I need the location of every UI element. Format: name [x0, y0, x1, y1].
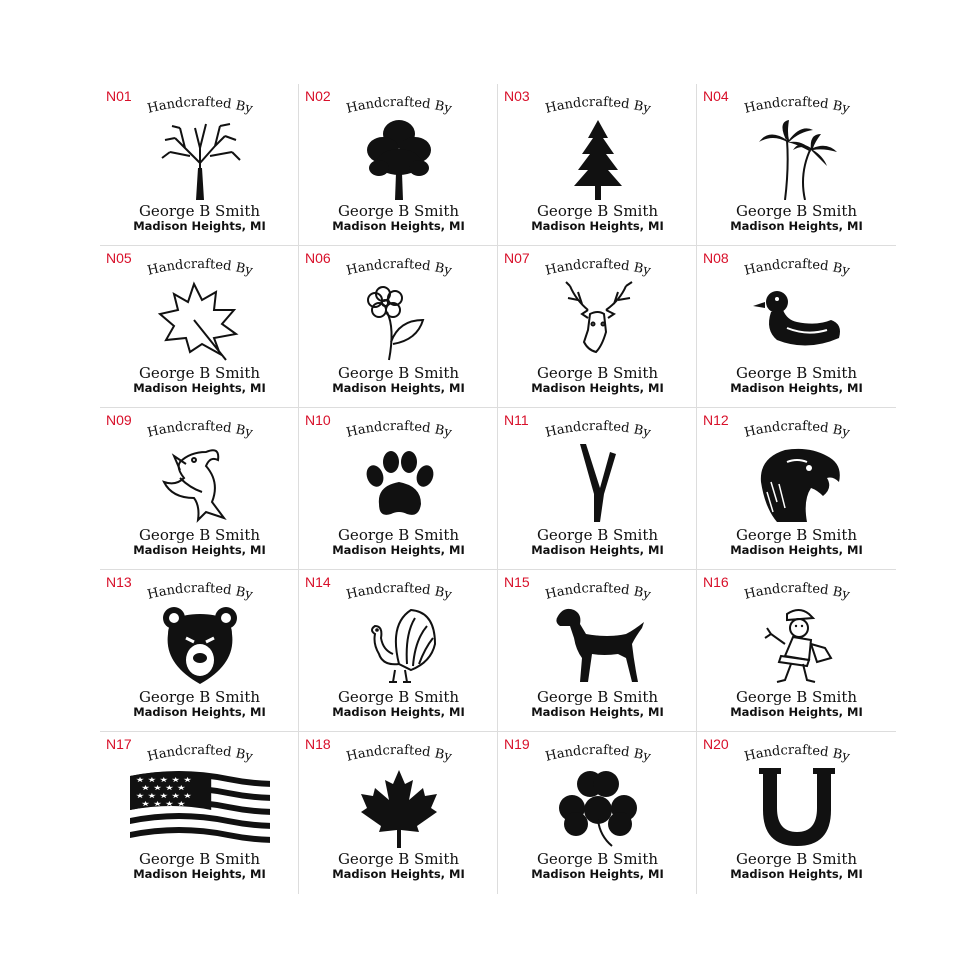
maker-name: George B Smith — [138, 688, 261, 706]
pine-tree-icon — [548, 118, 648, 200]
svg-text:Handcrafted By: Handcrafted By — [145, 256, 255, 279]
maker-name: George B Smith — [138, 526, 261, 544]
svg-text:Handcrafted By: Handcrafted By — [145, 94, 255, 117]
maker-location: Madison Heights, MI — [133, 705, 266, 719]
maker-name: George B Smith — [337, 202, 460, 220]
maker-name: George B Smith — [337, 850, 460, 868]
svg-text:★ ★ ★ ★: ★ ★ ★ ★ — [141, 784, 186, 793]
svg-text:Handcrafted By: Handcrafted By — [742, 742, 852, 765]
turkey-icon — [349, 604, 449, 686]
maker-location: Madison Heights, MI — [332, 705, 465, 719]
design-tile[interactable] — [299, 732, 498, 894]
svg-text:★ ★ ★ ★ ★: ★ ★ ★ ★ ★ — [135, 792, 192, 801]
duck-icon — [747, 280, 847, 362]
svg-text:Handcrafted By: Handcrafted By — [742, 580, 852, 603]
maker-name: George B Smith — [536, 202, 659, 220]
maker-location: Madison Heights, MI — [332, 381, 465, 395]
design-tile[interactable] — [299, 408, 498, 570]
design-tile[interactable] — [697, 246, 896, 408]
bird-track-icon — [548, 442, 648, 524]
maker-name: George B Smith — [536, 364, 659, 382]
maker-location: Madison Heights, MI — [332, 219, 465, 233]
svg-text:★ ★ ★ ★ ★: ★ ★ ★ ★ ★ — [135, 776, 192, 785]
svg-text:★ ★ ★ ★: ★ ★ ★ ★ — [141, 800, 186, 809]
maker-name: George B Smith — [735, 688, 858, 706]
svg-text:Handcrafted By: Handcrafted By — [344, 742, 454, 765]
design-tile[interactable] — [100, 246, 299, 408]
design-tile[interactable] — [498, 408, 697, 570]
deer-head-icon — [548, 280, 648, 362]
maker-location: Madison Heights, MI — [531, 543, 664, 557]
design-tile[interactable] — [299, 570, 498, 732]
maker-location: Madison Heights, MI — [531, 219, 664, 233]
design-tile[interactable] — [697, 732, 896, 894]
svg-text:Handcrafted By: Handcrafted By — [344, 94, 454, 117]
design-code: N16 — [703, 574, 729, 590]
paw-print-icon — [349, 442, 449, 524]
svg-text:Handcrafted By: Handcrafted By — [145, 742, 255, 765]
eagle-head-icon — [747, 442, 847, 524]
maker-name: George B Smith — [735, 364, 858, 382]
maker-location: Madison Heights, MI — [730, 219, 863, 233]
maker-name: George B Smith — [138, 364, 261, 382]
maker-location: Madison Heights, MI — [332, 543, 465, 557]
bear-head-icon — [150, 604, 250, 686]
maker-location: Madison Heights, MI — [133, 219, 266, 233]
design-code: N09 — [106, 412, 132, 428]
maker-name: George B Smith — [337, 688, 460, 706]
design-tile[interactable] — [299, 246, 498, 408]
design-code: N13 — [106, 574, 132, 590]
dog-icon — [548, 604, 648, 686]
design-code: N05 — [106, 250, 132, 266]
design-code: N17 — [106, 736, 132, 752]
maker-location: Madison Heights, MI — [133, 543, 266, 557]
maker-name: George B Smith — [536, 850, 659, 868]
svg-text:Handcrafted By: Handcrafted By — [344, 580, 454, 603]
design-code: N11 — [504, 412, 529, 428]
bare-tree-icon — [150, 118, 250, 200]
design-tile[interactable] — [100, 732, 299, 894]
flower-icon — [349, 280, 449, 362]
stamp-design-grid — [100, 84, 896, 894]
design-tile[interactable] — [100, 84, 299, 246]
svg-text:Handcrafted By: Handcrafted By — [543, 580, 653, 603]
design-code: N07 — [504, 250, 530, 266]
design-code: N01 — [106, 88, 132, 104]
oak-leaf-icon — [150, 280, 250, 362]
design-tile[interactable] — [697, 408, 896, 570]
design-code: N19 — [504, 736, 530, 752]
svg-text:Handcrafted By: Handcrafted By — [344, 418, 454, 441]
maker-name: George B Smith — [536, 688, 659, 706]
design-tile[interactable] — [498, 732, 697, 894]
maker-name: George B Smith — [138, 202, 261, 220]
svg-text:Handcrafted By: Handcrafted By — [543, 418, 653, 441]
design-tile[interactable] — [100, 570, 299, 732]
bass-fish-icon — [150, 442, 250, 524]
maker-name: George B Smith — [536, 526, 659, 544]
maker-location: Madison Heights, MI — [730, 543, 863, 557]
design-code: N03 — [504, 88, 530, 104]
design-tile[interactable] — [697, 570, 896, 732]
design-tile[interactable] — [498, 84, 697, 246]
design-tile[interactable] — [299, 84, 498, 246]
maker-location: Madison Heights, MI — [730, 705, 863, 719]
maker-location: Madison Heights, MI — [730, 867, 863, 881]
maker-name: George B Smith — [138, 850, 261, 868]
svg-text:Handcrafted By: Handcrafted By — [742, 256, 852, 279]
design-tile[interactable] — [498, 246, 697, 408]
svg-text:Handcrafted By: Handcrafted By — [543, 256, 653, 279]
maker-location: Madison Heights, MI — [531, 381, 664, 395]
maker-name: George B Smith — [337, 364, 460, 382]
design-code: N15 — [504, 574, 530, 590]
maker-location: Madison Heights, MI — [133, 381, 266, 395]
design-tile[interactable] — [100, 408, 299, 570]
svg-text:Handcrafted By: Handcrafted By — [145, 418, 255, 441]
maker-name: George B Smith — [735, 202, 858, 220]
design-tile[interactable] — [498, 570, 697, 732]
american-flag-icon — [130, 766, 270, 848]
shamrock-icon — [548, 766, 648, 848]
design-code: N10 — [305, 412, 331, 428]
svg-text:Handcrafted By: Handcrafted By — [344, 256, 454, 279]
design-code: N20 — [703, 736, 729, 752]
design-tile[interactable] — [697, 84, 896, 246]
leafy-tree-icon — [349, 118, 449, 200]
svg-text:Handcrafted By: Handcrafted By — [543, 94, 653, 117]
design-code: N14 — [305, 574, 331, 590]
design-code: N18 — [305, 736, 331, 752]
design-code: N12 — [703, 412, 729, 428]
horseshoe-icon — [747, 766, 847, 848]
design-code: N04 — [703, 88, 729, 104]
maker-location: Madison Heights, MI — [332, 867, 465, 881]
maker-location: Madison Heights, MI — [531, 867, 664, 881]
maker-location: Madison Heights, MI — [133, 867, 266, 881]
design-code: N06 — [305, 250, 331, 266]
maker-location: Madison Heights, MI — [531, 705, 664, 719]
maker-name: George B Smith — [735, 850, 858, 868]
design-code: N08 — [703, 250, 729, 266]
palm-trees-icon — [747, 118, 847, 200]
design-code: N02 — [305, 88, 331, 104]
svg-text:Handcrafted By: Handcrafted By — [543, 742, 653, 765]
svg-text:Handcrafted By: Handcrafted By — [742, 94, 852, 117]
maker-location: Madison Heights, MI — [730, 381, 863, 395]
svg-text:Handcrafted By: Handcrafted By — [145, 580, 255, 603]
maker-name: George B Smith — [735, 526, 858, 544]
maple-leaf-icon — [349, 766, 449, 848]
svg-text:Handcrafted By: Handcrafted By — [742, 418, 852, 441]
maker-name: George B Smith — [337, 526, 460, 544]
carpenter-cartoon-icon — [747, 604, 847, 686]
